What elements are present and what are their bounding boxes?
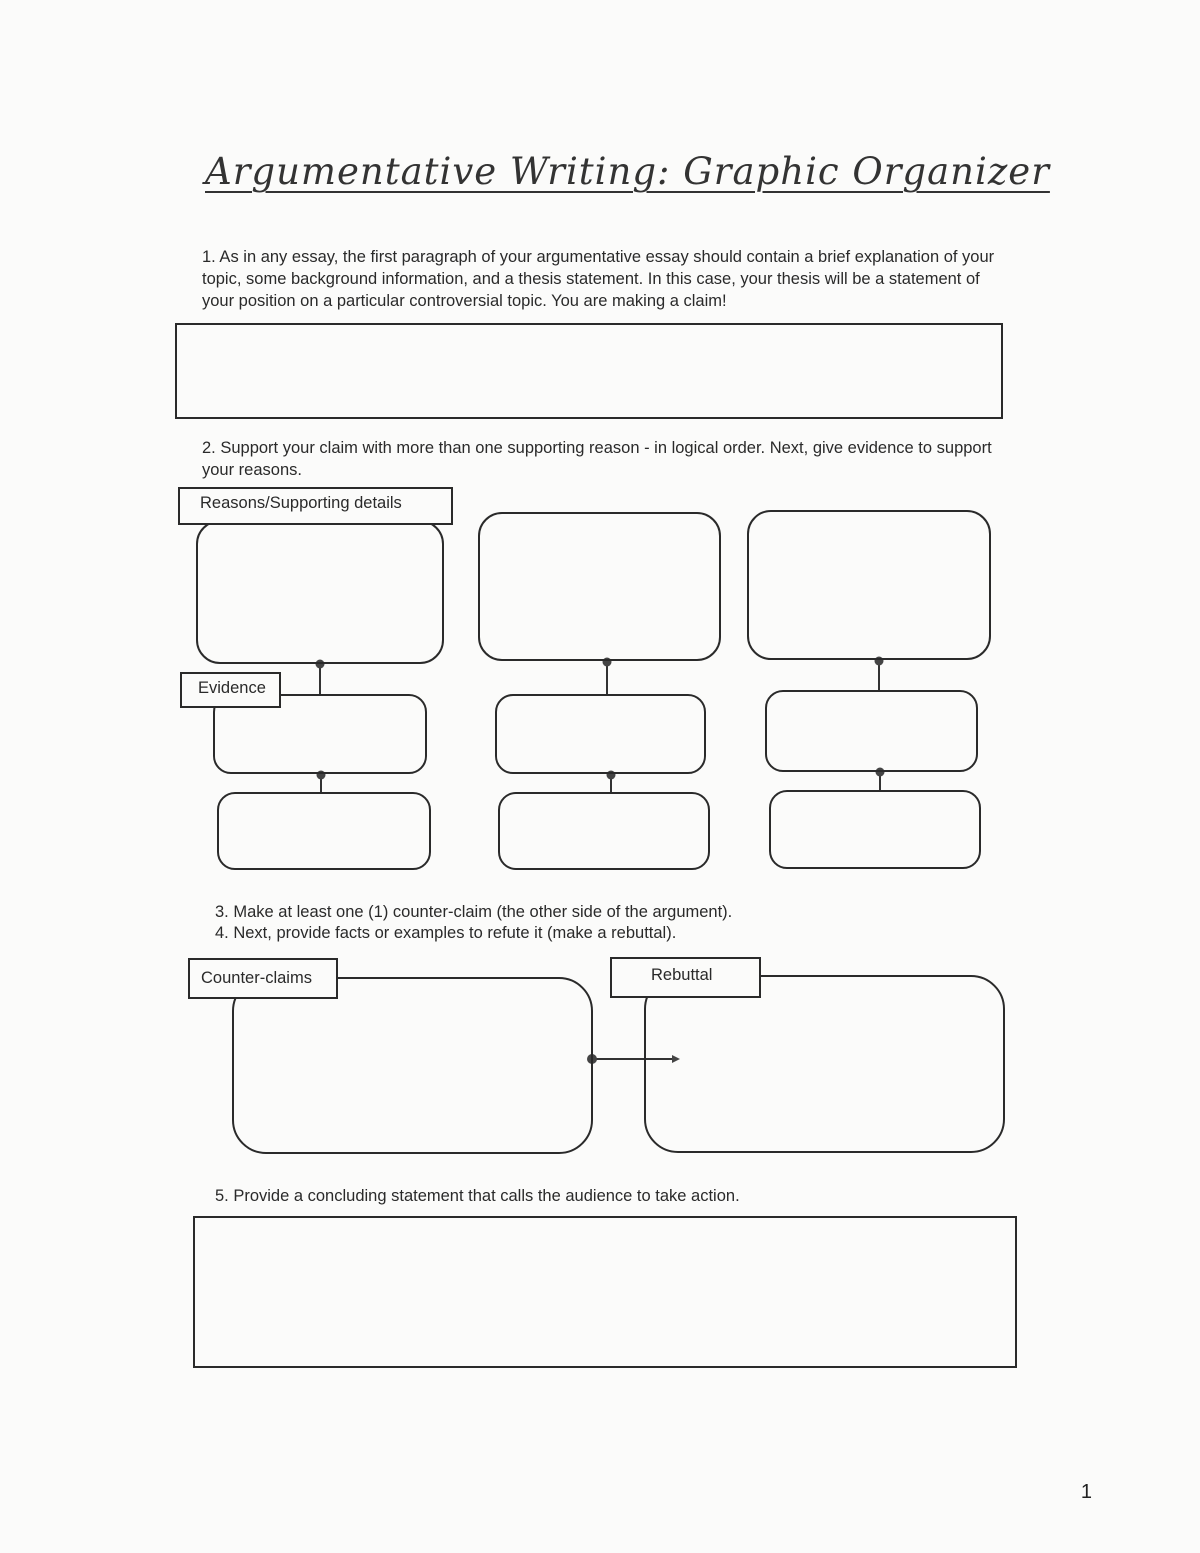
- reasons-label: Reasons/Supporting details: [178, 487, 453, 525]
- evidence-label: Evidence: [180, 672, 281, 708]
- reason-box-1[interactable]: [196, 520, 444, 664]
- instruction-step-2: 2. Support your claim with more than one supporting reason - in logical order. Next, give evidence to support your reasons.: [202, 439, 992, 479]
- counter-claim-box[interactable]: [232, 977, 593, 1154]
- evidence-box-2a[interactable]: [495, 694, 706, 774]
- counter-claims-label: Counter-claims: [188, 958, 338, 999]
- rebuttal-label: Rebuttal: [610, 957, 761, 998]
- instruction-step-5: 5. Provide a concluding statement that calls the audience to take action.: [215, 1187, 740, 1205]
- conclusion-box[interactable]: [193, 1216, 1017, 1368]
- rebuttal-box[interactable]: [644, 975, 1005, 1153]
- reason-box-2[interactable]: [478, 512, 721, 661]
- instruction-step-4: 4. Next, provide facts or examples to refute it (make a rebuttal).: [215, 924, 677, 942]
- evidence-box-2b[interactable]: [498, 792, 710, 870]
- evidence-box-3b[interactable]: [769, 790, 981, 869]
- evidence-box-3a[interactable]: [765, 690, 978, 772]
- instruction-step-3: 3. Make at least one (1) counter-claim (the other side of the argument).: [215, 903, 733, 921]
- evidence-box-1b[interactable]: [217, 792, 431, 870]
- page-number: 1: [1080, 1481, 1092, 1503]
- page-title: Argumentative Writing: Graphic Organizer: [205, 150, 1050, 193]
- instruction-step-1: 1. As in any essay, the first paragraph of your argumentative essay should contain a brief explanation of your topic, some background information, and a thesis statement. In this case, your thesis will be a statement of your position on a particular controversial topic. You are making a claim!: [202, 248, 995, 310]
- reason-box-3[interactable]: [747, 510, 991, 660]
